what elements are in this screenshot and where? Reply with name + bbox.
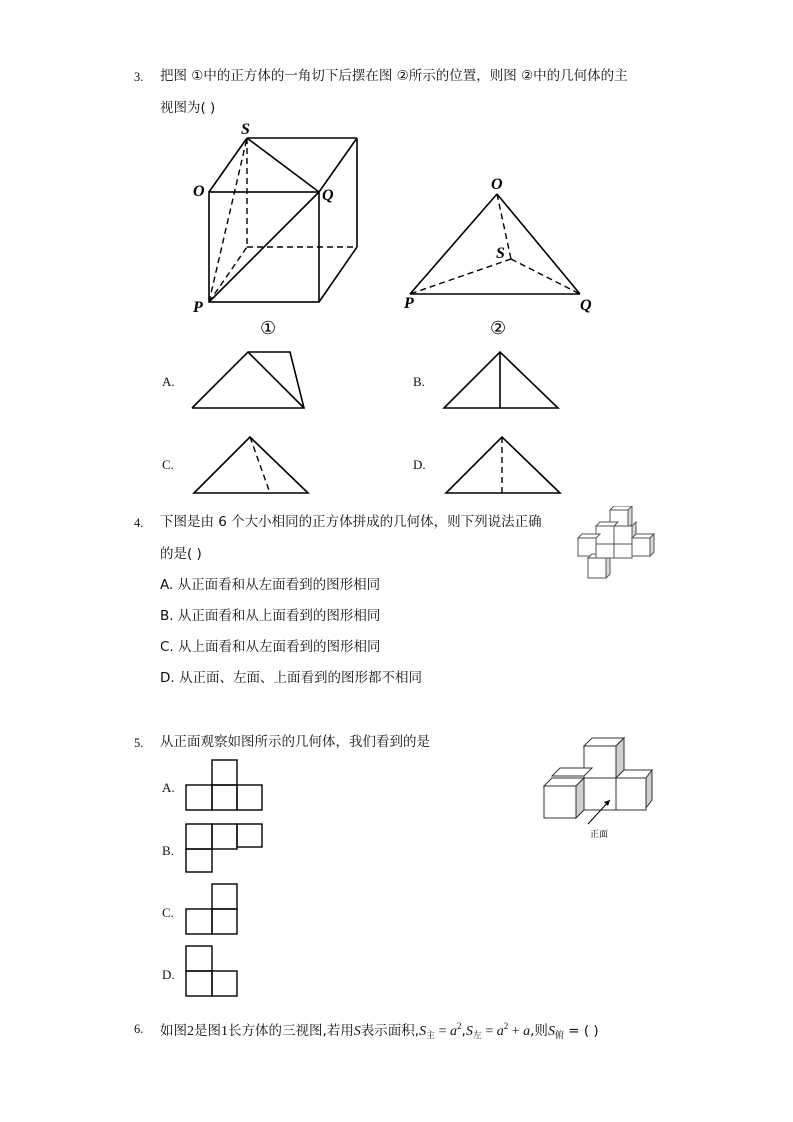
fig2-label-p: P	[404, 295, 414, 312]
q5-number: 5.	[134, 736, 144, 750]
q5-option-b-label[interactable]: B.	[162, 843, 174, 858]
q6-text-mid1: 是图	[194, 1023, 221, 1039]
q6-text-mid2: 长方体的三视图,若用	[228, 1023, 354, 1039]
q6-comma: ,	[461, 1023, 466, 1039]
q6-var-s: S	[353, 1024, 361, 1039]
q4-text-line2: 的是( )	[160, 546, 202, 562]
fig1-caption: ①	[260, 318, 277, 338]
fig2-label-s: S	[496, 245, 505, 262]
q4-text-line1: 下图是由 6 个大小相同的正方体拼成的几何体，则下列说法正确	[160, 514, 542, 530]
q5-front-label: 正面	[590, 830, 609, 840]
q6-number: 6.	[134, 1022, 144, 1036]
q6-text-mid3: 表示面积,	[360, 1023, 420, 1039]
q3-option-b-label[interactable]: B.	[413, 374, 425, 389]
fig1-label-p: P	[193, 299, 203, 316]
q3-option-a-label[interactable]: A.	[162, 374, 175, 389]
fig1-label-q: Q	[322, 187, 334, 204]
q5-option-d-figure	[184, 944, 242, 1000]
q3-option-a-figure	[188, 348, 310, 412]
q5-option-a-label[interactable]: A.	[162, 780, 175, 795]
q6-s-main: $S_主 = a^2$	[419, 1021, 462, 1041]
q6-text-ze: ,则	[530, 1023, 548, 1039]
fig2-caption: ②	[490, 318, 507, 338]
q5-option-b-figure	[184, 822, 266, 876]
q3-option-b-figure	[440, 348, 564, 412]
q3-figure-2-tetrahedron	[398, 172, 598, 340]
q4-number: 4.	[134, 516, 144, 530]
q3-text-line2: 视图为( )	[160, 100, 216, 116]
q4-option-b[interactable]: B. 从正面看和从上面看到的图形相同	[160, 608, 381, 624]
q3-number: 3.	[134, 70, 144, 84]
q3-option-d-label[interactable]: D.	[413, 457, 426, 472]
q6-text-tail: = ( )	[563, 1023, 599, 1039]
q5-solid-figure	[540, 736, 660, 848]
q5-option-c-label[interactable]: C.	[162, 905, 174, 920]
q3-option-c-label[interactable]: C.	[162, 457, 174, 472]
q4-cube-assembly-figure	[574, 506, 658, 586]
q6-num-2: 2	[187, 1024, 194, 1039]
q6-text-pre: 如图	[160, 1023, 187, 1039]
q4-option-d[interactable]: D. 从正面、左面、上面看到的图形都不相同	[160, 670, 422, 686]
q3-option-d-figure	[442, 433, 566, 497]
q5-option-a-figure	[184, 758, 266, 814]
q5-option-d-label[interactable]: D.	[162, 967, 175, 982]
q5-option-c-figure	[184, 882, 242, 938]
q6-num-1: 1	[221, 1024, 228, 1039]
fig1-label-s: S	[241, 121, 250, 138]
q5-text: 从正面观察如图所示的几何体，我们看到的是	[160, 734, 430, 750]
fig1-label-o: O	[193, 183, 205, 200]
fig2-label-o: O	[491, 176, 503, 193]
q6-s-left: $S_左 = a^2 + a$	[465, 1021, 531, 1041]
fig2-label-q: Q	[580, 297, 592, 314]
q6-text	[160, 1016, 599, 1046]
q4-option-a[interactable]: A. 从正面看和从左面看到的图形相同	[160, 577, 381, 593]
q3-figure-1-cube	[185, 118, 375, 340]
q4-option-c[interactable]: C. 从上面看和从左面看到的图形相同	[160, 639, 381, 655]
q6-s-top: $S_俯$	[547, 1024, 564, 1041]
q3-text-line1: 把图 ①中的正方体的一角切下后摆在图 ②所示的位置，则图 ②中的几何体的主	[160, 68, 628, 84]
q3-option-c-figure	[190, 433, 314, 497]
